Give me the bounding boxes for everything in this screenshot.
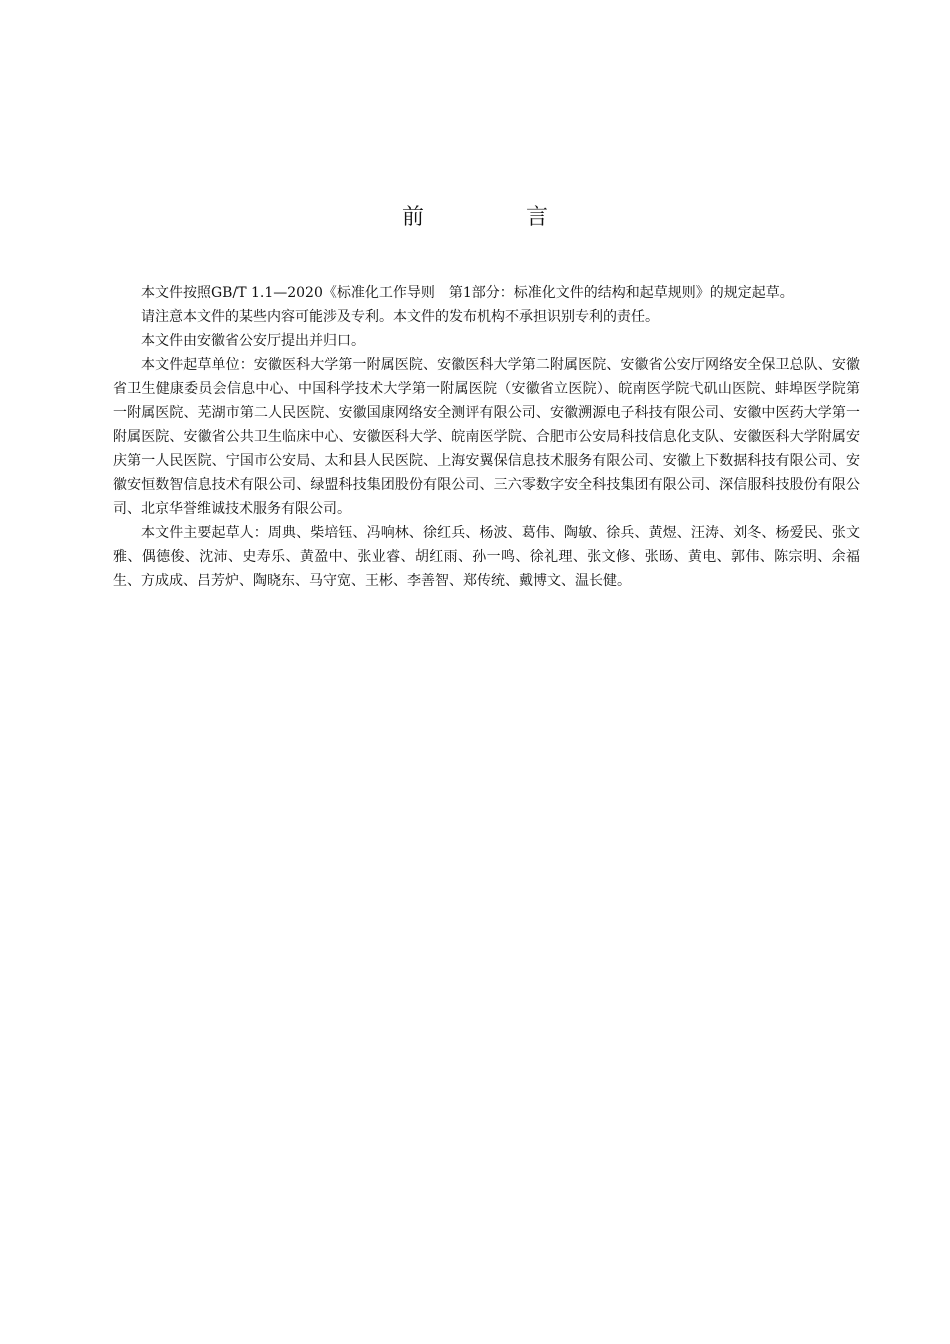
page-title: 前 言 bbox=[401, 205, 588, 230]
paragraph-drafters: 本文件主要起草人：周典、柴培钰、冯响林、徐红兵、杨波、葛伟、陶敏、徐兵、黄煜、汪涛、刘冬、杨爱民、张文雅、偶德俊、沈沛、史寿乐、黄盈中、张业睿、胡红雨、孙一鸣、徐礼理、张文修、张旸、黄电、郭伟、陈宗明、余福生、方成成、吕芳炉、陶晓东、马守宽、王彬、李善智、郑传统、戴博文、温长健。 bbox=[113, 525, 860, 589]
paragraph-drafting-standard: 本文件按照GB/T 1.1—2020《标准化工作导则 第1部分：标准化文件的结构和起草规则》的规定起草。 bbox=[141, 285, 794, 301]
paragraph-patent-notice: 请注意本文件的某些内容可能涉及专利。本文件的发布机构不承担识别专利的责任。 bbox=[141, 309, 659, 325]
paragraph-proposer: 本文件由安徽省公安厅提出并归口。 bbox=[141, 333, 365, 349]
paragraph-drafting-units: 本文件起草单位：安徽医科大学第一附属医院、安徽医科大学第二附属医院、安徽省公安厅网络安全保卫总队、安徽省卫生健康委员会信息中心、中国科学技术大学第一附属医院（安徽省立医院）、皖南医学院弋矶山医院、蚌埠医学院第一附属医院、芜湖市第二人民医院、安徽国康网络安全测评有限公司、安徽溯源电子科技有限公司、安徽中医药大学第一附属医院、安徽省公共卫生临床中心、安徽医科大学、皖南医学院、合肥市公安局科技信息化支队、安徽医科大学附属安庆第一人民医院、宁国市公安局、太和县人民医院、上海安翼保信息技术服务有限公司、安徽上下数据科技有限公司、安徽安恒数智信息技术有限公司、绿盟科技集团股份有限公司、三六零数字安全科技集团有限公司、深信服科技股份有限公司、北京华誉维诚技术服务有限公司。 bbox=[113, 357, 860, 517]
foreword-body bbox=[113, 281, 860, 593]
